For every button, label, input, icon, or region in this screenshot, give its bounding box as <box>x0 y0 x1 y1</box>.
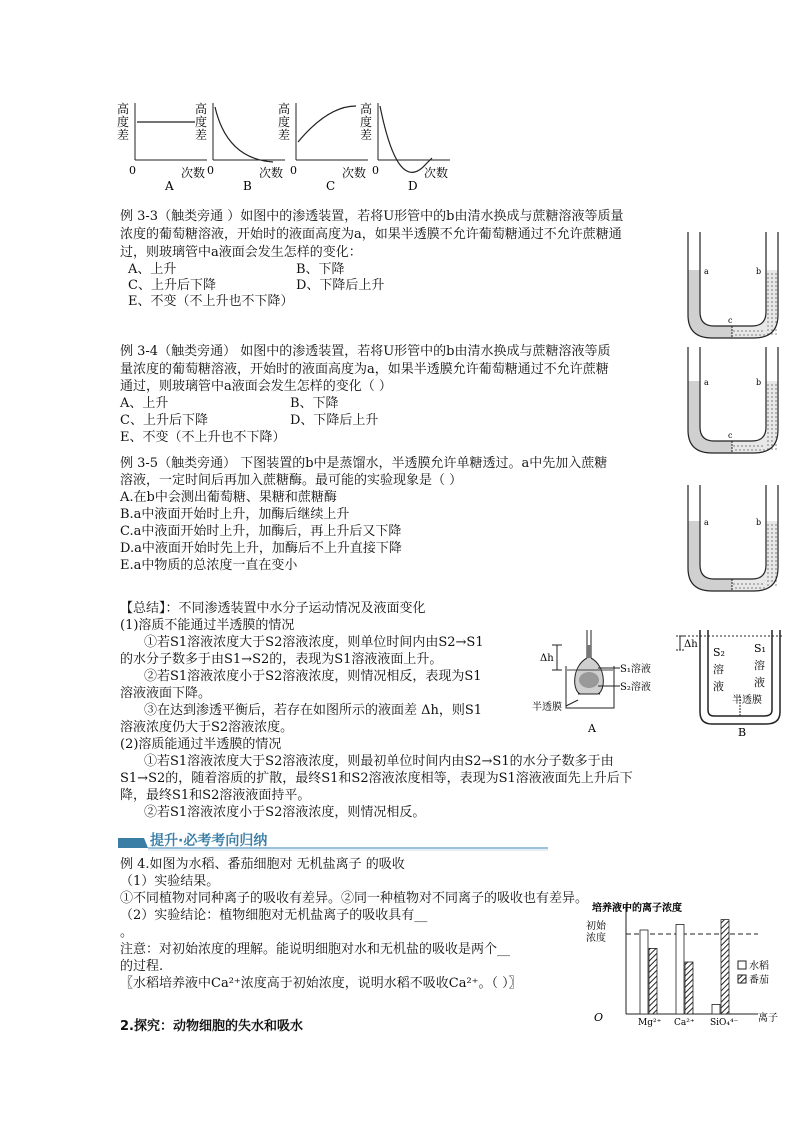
tube-label-a: a <box>704 518 709 527</box>
tube-inner-wall <box>700 485 766 579</box>
tube-liquid-right <box>732 270 778 338</box>
ex35-option-d: D.a中液面开始时先上升，加酶后不上升直接下降 <box>120 541 402 556</box>
rice-bar-0 <box>640 930 648 1014</box>
tube-label-a: a <box>704 378 709 387</box>
summary-s1: (1)溶质不能通过半透膜的情况 <box>120 618 295 633</box>
summary-title: 【总结】：不同渗透装置中水分子运动情况及液面变化 <box>120 601 426 616</box>
ex4-line2: （1）实验结果。 <box>120 874 220 889</box>
graph-label: D <box>408 179 418 193</box>
summary-s1f: 溶液浓度仍大于S2溶液浓度。 <box>120 720 294 735</box>
tomato-bar-0 <box>649 948 657 1014</box>
ex33-option-d: D、下降后上升 <box>296 278 385 293</box>
ex4-line7: 的过程. <box>120 959 164 974</box>
category-label-1: Ca²⁺ <box>674 1018 695 1028</box>
u-tube-figure-1 <box>682 230 782 345</box>
graph-origin: 0 <box>129 164 136 177</box>
summary-s2a: ①若S1溶液浓度大于S2溶液浓度，则最初单位时间内由S2→S1的水分子数多于由 <box>144 754 614 769</box>
graph-ylabel-char: 度 <box>117 115 130 129</box>
graph-ylabel-char: 差 <box>360 128 373 142</box>
fig-b-s2: S₂ <box>713 646 725 659</box>
legend-rice-swatch <box>738 961 746 969</box>
ex34-line2: 量浓度的葡萄糖溶液，开始时的液面高度为a，如果半透膜允许葡萄糖通过不允许蔗糖 <box>120 362 609 377</box>
ex34-option-b: B、下降 <box>290 396 339 411</box>
tube-label-b: b <box>756 378 762 387</box>
tomato-bar-2 <box>721 920 729 1014</box>
graph-ylabel-char: 高 <box>278 102 291 116</box>
graph-xlabel: 次数 <box>181 166 206 180</box>
graph-ylabel-char: 差 <box>117 128 130 142</box>
fig-b-rong-left: 溶 <box>713 663 724 676</box>
ex34-option-d: D、下降后上升 <box>290 413 379 428</box>
graph-ylabel-char: 度 <box>278 115 291 129</box>
chart-ylabel-1: 初始 <box>586 921 606 932</box>
fig-a-s1-label: S₁溶液 <box>620 664 651 675</box>
ex33-line3: 过，则玻璃管中a液面会发生怎样的变化： <box>120 245 362 260</box>
ex4-line8: 〖水稻培养液中Ca²⁺浓度高于初始浓度，说明水稻不吸收Ca²⁺。（ ）〗 <box>120 976 522 991</box>
u-tube-figure-3 <box>682 483 782 598</box>
ex33-option-a: A、上升 <box>128 262 177 277</box>
fig-b-s1: S₁ <box>754 642 766 655</box>
graph-label: A <box>165 179 174 193</box>
u-tube-figure-2 <box>682 345 782 460</box>
tube-label-c: c <box>728 431 733 440</box>
legend-rice-label: 水稻 <box>749 961 769 972</box>
fig-a-s2-label: S₂溶液 <box>620 682 651 693</box>
summary-s1d: 溶液液面下降。 <box>120 686 212 701</box>
graph-origin: 0 <box>290 164 297 177</box>
graph-label: B <box>243 179 252 193</box>
ex35-option-e: E.a中物质的总浓度一直在变小 <box>120 558 298 573</box>
ex35-option-b: B.a中液面开始时上升，加酶后继续上升 <box>120 507 350 522</box>
tube-label-b: b <box>756 518 762 527</box>
graph-curve <box>380 106 432 172</box>
section-title: 提升·必考考向归纳 <box>150 833 268 849</box>
fig-b-ye-right: 液 <box>754 676 765 689</box>
category-label-2: SiO₄⁴⁻ <box>710 1018 739 1028</box>
summary-s1b: 的水分子数多于由S1→S2的，表现为S1溶液液面上升。 <box>120 652 443 667</box>
ex4-line1: 例 4.如图为水稻、番茄细胞对 无机盐离子 的吸收 <box>120 857 405 872</box>
fig-a-membrane-label: 半透膜 <box>532 702 562 713</box>
fig-b-rong-right: 溶 <box>754 659 765 672</box>
ex33-line2: 浓度的葡萄糖溶液，开始时的液面高度为a，如果半透膜不允许葡萄糖通过不允许蔗糖通 <box>120 227 622 242</box>
ex35-option-a: A.在b中会测出葡萄糖、果糖和蔗糖酶 <box>120 490 337 505</box>
tomato-bar-1 <box>685 962 693 1014</box>
graph-ylabel-char: 度 <box>360 115 373 129</box>
graph-label: C <box>326 179 336 193</box>
ex34-option-a: A、上升 <box>120 396 169 411</box>
ex35-line1: 例 3-5（触类旁通） 下图装置的b中是蒸馏水，半透膜允许单糖透过。a中先加入蔗糖 <box>120 456 608 471</box>
tube-liquid-right <box>732 521 778 591</box>
chart-ylabel-2: 浓度 <box>586 933 606 944</box>
rice-bar-2 <box>712 1004 720 1014</box>
ex33-line1: 例 3-3（触类旁通 ）如图中的渗透装置，若将U形管中的b由清水换成与蔗糖溶液等质量 <box>120 209 624 224</box>
graph-ylabel-char: 差 <box>195 128 208 142</box>
summary-s1e: ③在达到渗透平衡后，若存在如图所示的液面差 Δh，则S1 <box>144 703 483 718</box>
height-difference-graphs <box>0 0 800 200</box>
graph-curve <box>215 107 273 162</box>
ex33-option-b: B、下降 <box>296 262 345 277</box>
tube-liquid-right <box>732 381 778 453</box>
ex4-line5: 。 <box>120 925 134 940</box>
ex33-option-e: E、不变（不上升也不下降） <box>128 294 294 309</box>
chart-origin: O <box>594 1011 604 1024</box>
rice-bar-1 <box>676 924 684 1014</box>
fig-b-ye-left: 液 <box>713 680 724 693</box>
osmosis-figure-b <box>670 628 790 738</box>
osmosis-figure-a <box>532 628 652 738</box>
graph-origin: 0 <box>372 164 379 177</box>
graph-ylabel-char: 高 <box>117 102 130 116</box>
ex34-line3: 通过，则玻璃管中a液面会发生怎样的变化（ ） <box>120 379 392 394</box>
fig-b-membrane-label: 半透膜 <box>732 695 762 706</box>
graph-xlabel: 次数 <box>342 166 367 180</box>
chart-xlabel: 离子 <box>758 1013 778 1024</box>
tube-label-c: c <box>728 316 733 325</box>
graph-ylabel-char: 度 <box>195 115 208 129</box>
summary-s2b: S1→S2的，随着溶质的扩散，最终S1和S2溶液浓度相等，表现为S1溶液液面先上升后下 <box>120 771 633 786</box>
ion-absorption-chart <box>588 897 788 1032</box>
graph-ylabel-char: 差 <box>278 128 291 142</box>
graph-xlabel: 次数 <box>259 166 284 180</box>
tube-inner-wall <box>700 347 766 441</box>
ex33-option-c: C、上升后下降 <box>128 278 216 293</box>
fig-b-dh-label: Δh <box>684 639 698 650</box>
summary-s1c: ②若S1溶液浓度小于S2溶液浓度，则情况相反，表现为S1 <box>144 669 482 684</box>
summary-s1a: ①若S1溶液浓度大于S2溶液浓度，则单位时间内由S2→S1 <box>144 635 484 650</box>
ex4-line3: ①不同植物对同种离子的吸收有差异。②同一种植物对不同离子的吸收也有差异。 <box>120 891 589 906</box>
legend-tomato-label: 番茄 <box>749 975 769 986</box>
ex34-option-e: E、不变（不上升也不下降） <box>120 430 286 445</box>
graph-origin: 0 <box>207 164 214 177</box>
tube-label-b: b <box>756 267 762 276</box>
fig-a-dh-label: Δh <box>540 653 554 664</box>
legend-tomato-swatch <box>738 975 746 983</box>
fig-b-label: B <box>738 726 747 739</box>
ex4-line4: （2）实验结论：植物细胞对无机盐离子的吸收具有__ <box>120 908 428 923</box>
summary-s2: (2)溶质能通过半透膜的情况 <box>120 737 282 752</box>
ex34-option-c: C、上升后下降 <box>120 413 208 428</box>
footer-title: 2.探究：动物细胞的失水和吸水 <box>120 1019 303 1034</box>
graph-curve <box>298 106 356 142</box>
ex34-line1: 例 3-4（触类旁通） 如图中的渗透装置，若将U形管中的b由清水换成与蔗糖溶液等质 <box>120 344 611 359</box>
ex35-option-c: C.a中液面开始时上升，加酶后，再上升后又下降 <box>120 524 402 539</box>
fig-a-label: A <box>588 722 596 735</box>
tube-inner-wall <box>700 232 766 326</box>
chart-title: 培养液中的离子浓度 <box>592 903 682 914</box>
summary-s2c: 降，最终S1和S2溶液液面持平。 <box>120 788 311 803</box>
tube-label-a: a <box>704 267 709 276</box>
category-label-0: Mg²⁺ <box>638 1018 662 1028</box>
summary-s2d: ②若S1溶液浓度小于S2溶液浓度，则情况相反。 <box>144 805 426 820</box>
graph-xlabel: 次数 <box>424 166 449 180</box>
ex4-line6: 注意：对初始浓度的理解。能说明细胞对水和无机盐的吸收是两个__ <box>120 942 511 957</box>
ex35-line2: 溶液，一定时间后再加入蔗糖酶。最可能的实验现象是（ ） <box>120 473 463 488</box>
graph-ylabel-char: 高 <box>195 102 208 116</box>
graph-ylabel-char: 高 <box>360 102 373 116</box>
